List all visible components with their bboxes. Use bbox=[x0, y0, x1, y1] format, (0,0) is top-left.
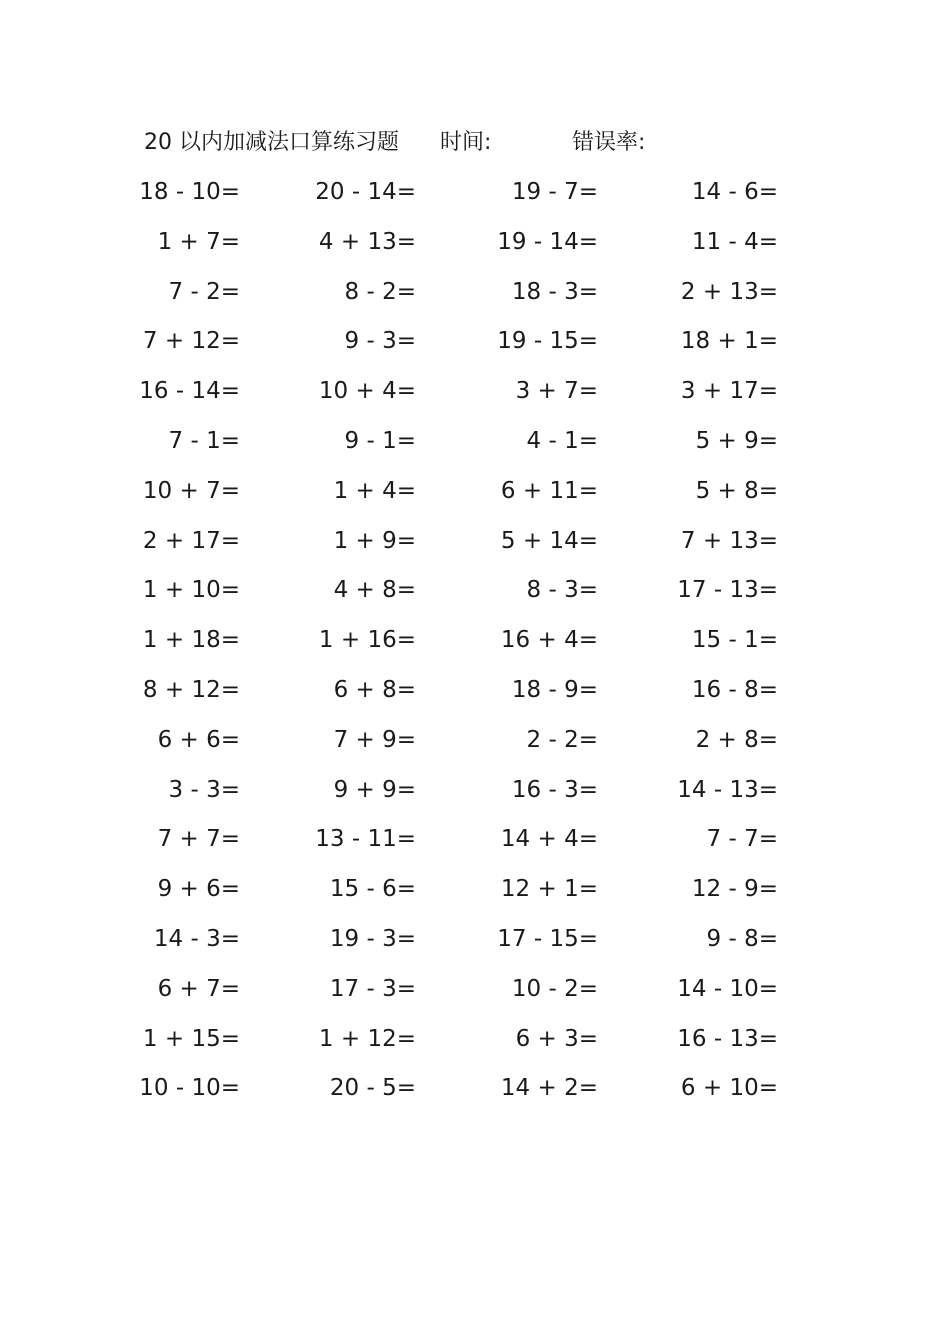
problem-cell: 14 - 13= bbox=[677, 776, 778, 803]
problem-cell: 16 + 4= bbox=[500, 627, 598, 654]
problem-cell: 2 + 17= bbox=[142, 527, 240, 554]
problem-cell: 5 + 14= bbox=[500, 527, 598, 554]
problem-cell: 14 + 4= bbox=[500, 826, 598, 853]
problem-cell: 10 + 7= bbox=[142, 477, 240, 504]
problem-cell: 3 + 7= bbox=[515, 378, 598, 405]
problem-cell: 18 - 9= bbox=[511, 676, 598, 703]
problem-cell: 7 - 2= bbox=[168, 278, 240, 305]
problem-cell: 1 + 16= bbox=[318, 627, 416, 654]
problem-cell: 7 + 7= bbox=[157, 826, 240, 853]
problem-cell: 1 + 18= bbox=[142, 627, 240, 654]
problem-cell: 16 - 8= bbox=[691, 676, 778, 703]
problem-cell: 1 + 4= bbox=[333, 477, 416, 504]
problem-cell: 7 + 13= bbox=[680, 527, 778, 554]
problem-cell: 2 + 13= bbox=[680, 278, 778, 305]
problem-cell: 1 + 9= bbox=[333, 527, 416, 554]
problem-cell: 4 + 8= bbox=[333, 577, 416, 604]
problem-cell: 19 - 3= bbox=[329, 925, 416, 952]
problem-cell: 8 - 3= bbox=[526, 577, 598, 604]
problem-cell: 13 - 11= bbox=[315, 826, 416, 853]
problem-cell: 20 - 14= bbox=[315, 179, 416, 205]
problem-cell: 6 + 11= bbox=[500, 477, 598, 504]
problem-cell: 8 + 12= bbox=[142, 676, 240, 703]
problem-cell: 4 + 13= bbox=[318, 228, 416, 255]
problem-cell: 10 - 2= bbox=[511, 975, 598, 1002]
problem-grid bbox=[0, 172, 950, 1118]
problem-cell: 16 - 14= bbox=[139, 378, 240, 405]
problem-cell: 9 + 6= bbox=[157, 876, 240, 903]
problem-cell: 19 - 7= bbox=[511, 179, 598, 205]
problem-cell: 12 - 9= bbox=[691, 876, 778, 903]
problem-cell: 9 - 3= bbox=[344, 328, 416, 355]
problem-cell: 6 + 6= bbox=[157, 726, 240, 753]
problem-cell: 3 - 3= bbox=[168, 776, 240, 803]
problem-cell: 14 - 3= bbox=[153, 925, 240, 952]
problem-cell: 15 - 1= bbox=[691, 627, 778, 654]
problem-cell: 9 - 1= bbox=[344, 427, 416, 454]
problem-cell: 1 + 15= bbox=[142, 1025, 240, 1052]
problem-cell: 18 - 10= bbox=[139, 179, 240, 205]
problem-cell: 3 + 17= bbox=[680, 378, 778, 405]
problem-cell: 7 - 1= bbox=[168, 427, 240, 454]
problem-cell: 6 + 3= bbox=[515, 1025, 598, 1052]
problem-cell: 18 + 1= bbox=[680, 328, 778, 355]
problem-cell: 14 - 10= bbox=[677, 975, 778, 1002]
problem-cell: 1 + 12= bbox=[318, 1025, 416, 1052]
problem-cell: 10 + 4= bbox=[318, 378, 416, 405]
problem-cell: 16 - 3= bbox=[511, 776, 598, 803]
error-rate-label: 错误率: bbox=[572, 130, 646, 155]
time-label: 时间: bbox=[440, 130, 492, 155]
problem-cell: 19 - 15= bbox=[497, 328, 598, 355]
problem-cell: 7 - 7= bbox=[706, 826, 778, 853]
problem-cell: 18 - 3= bbox=[511, 278, 598, 305]
problem-cell: 1 + 7= bbox=[157, 228, 240, 255]
problem-cell: 6 + 8= bbox=[333, 676, 416, 703]
problem-cell: 4 - 1= bbox=[526, 427, 598, 454]
problem-cell: 8 - 2= bbox=[344, 278, 416, 305]
problem-cell: 6 + 7= bbox=[157, 975, 240, 1002]
problem-cell: 17 - 15= bbox=[497, 925, 598, 952]
problem-cell: 10 - 10= bbox=[139, 1075, 240, 1102]
problem-cell: 14 + 2= bbox=[500, 1075, 598, 1102]
problem-cell: 15 - 6= bbox=[329, 876, 416, 903]
problem-cell: 7 + 12= bbox=[142, 328, 240, 355]
problem-cell: 6 + 10= bbox=[680, 1075, 778, 1102]
problem-cell: 7 + 9= bbox=[333, 726, 416, 753]
problem-cell: 11 - 4= bbox=[691, 228, 778, 255]
problem-cell: 14 - 6= bbox=[691, 179, 778, 205]
problem-cell: 5 + 8= bbox=[695, 477, 778, 504]
worksheet-title: 20 以内加减法口算练习题 bbox=[144, 130, 399, 155]
problem-cell: 19 - 14= bbox=[497, 228, 598, 255]
problem-cell: 20 - 5= bbox=[329, 1075, 416, 1102]
problem-cell: 16 - 13= bbox=[677, 1025, 778, 1052]
problem-cell: 1 + 10= bbox=[142, 577, 240, 604]
problem-cell: 5 + 9= bbox=[695, 427, 778, 454]
problem-cell: 17 - 13= bbox=[677, 577, 778, 604]
problem-cell: 12 + 1= bbox=[500, 876, 598, 903]
problem-cell: 2 + 8= bbox=[695, 726, 778, 753]
problem-cell: 9 + 9= bbox=[333, 776, 416, 803]
problem-cell: 9 - 8= bbox=[706, 925, 778, 952]
problem-cell: 17 - 3= bbox=[329, 975, 416, 1002]
problem-cell: 2 - 2= bbox=[526, 726, 598, 753]
